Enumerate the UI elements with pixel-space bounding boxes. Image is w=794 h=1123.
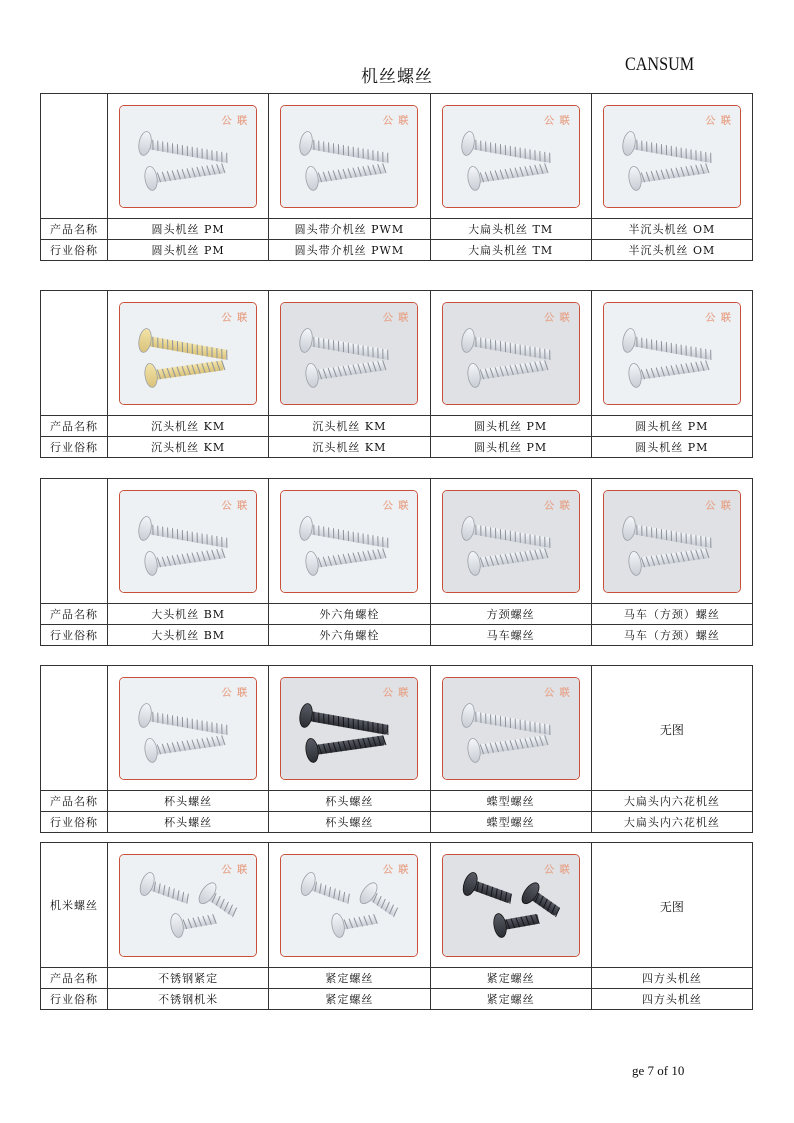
watermark-logo: 公 联	[705, 312, 732, 324]
page-title: 机丝螺丝	[361, 67, 433, 87]
product-name: 圆头机丝 PM	[430, 416, 591, 437]
product-name: 紧定螺丝	[269, 968, 430, 989]
product-name: 圆头机丝 PM	[591, 416, 752, 437]
industry-name: 不锈钢机米	[108, 989, 269, 1010]
product-name: 大头机丝 BM	[108, 604, 269, 625]
watermark-logo: 公 联	[221, 115, 249, 127]
industry-name-row	[41, 989, 753, 1010]
product-photo	[119, 490, 257, 593]
watermark-logo: 公 联	[544, 864, 571, 876]
product-image-cell	[430, 479, 591, 604]
product-photo	[603, 105, 741, 208]
watermark-logo: 公 联	[382, 312, 410, 324]
row-header: 行业俗称	[41, 437, 108, 458]
watermark-logo: 公 联	[544, 500, 571, 512]
watermark-logo: 公 联	[382, 864, 410, 876]
product-table	[40, 842, 753, 1010]
product-photo	[119, 677, 257, 780]
industry-name: 紧定螺丝	[269, 989, 430, 1010]
row-header: 行业俗称	[41, 625, 108, 646]
row-header: 行业俗称	[41, 812, 108, 833]
industry-name: 大头机丝 BM	[108, 625, 269, 646]
product-photo	[119, 105, 257, 208]
product-image-cell	[269, 94, 430, 219]
product-photo	[442, 302, 580, 405]
product-name: 四方头机丝	[591, 968, 752, 989]
page-number: ge 7 of 10	[632, 1063, 685, 1078]
product-name: 外六角螺栓	[269, 604, 430, 625]
product-image-cell	[269, 291, 430, 416]
row-header: 产品名称	[41, 791, 108, 812]
industry-name-row	[41, 625, 753, 646]
industry-name-row	[41, 240, 753, 261]
product-name: 马车（方颈）螺丝	[591, 604, 752, 625]
product-image-cell	[430, 94, 591, 219]
watermark-logo: 公 联	[544, 115, 571, 127]
product-image-cell	[108, 843, 269, 968]
industry-name: 紧定螺丝	[430, 989, 591, 1010]
product-photo	[603, 302, 741, 405]
watermark-logo: 公 联	[705, 500, 732, 512]
row-header: 行业俗称	[41, 989, 108, 1010]
product-photo	[280, 105, 418, 208]
product-photo	[280, 302, 418, 405]
row-header: 产品名称	[41, 968, 108, 989]
watermark-logo: 公 联	[544, 312, 571, 324]
product-name: 沉头机丝 KM	[108, 416, 269, 437]
product-name-row	[41, 416, 753, 437]
product-image-cell	[108, 666, 269, 791]
product-name: 杯头螺丝	[108, 791, 269, 812]
product-table	[40, 93, 753, 261]
product-photo	[442, 677, 580, 780]
industry-name: 外六角螺栓	[269, 625, 430, 646]
product-image-cell	[269, 666, 430, 791]
product-image-cell	[430, 291, 591, 416]
product-image-cell	[591, 94, 752, 219]
brand-name: CANSUM	[625, 54, 695, 75]
category-label	[41, 94, 108, 219]
product-name-row	[41, 604, 753, 625]
category-label	[41, 291, 108, 416]
product-photo	[119, 302, 257, 405]
product-name: 方颈螺丝	[430, 604, 591, 625]
watermark-logo: 公 联	[705, 115, 732, 127]
watermark-logo: 公 联	[382, 115, 410, 127]
product-name: 蝶型螺丝	[430, 791, 591, 812]
watermark-logo: 公 联	[382, 687, 410, 699]
product-image-cell	[591, 666, 752, 791]
industry-name: 杯头螺丝	[269, 812, 430, 833]
industry-name: 圆头机丝 PM	[591, 437, 752, 458]
industry-name: 马车螺丝	[430, 625, 591, 646]
product-image-cell	[591, 291, 752, 416]
watermark-logo: 公 联	[221, 864, 249, 876]
product-image-cell	[591, 479, 752, 604]
product-name: 沉头机丝 KM	[269, 416, 430, 437]
watermark-logo: 公 联	[221, 687, 249, 699]
product-image-cell	[108, 291, 269, 416]
product-table	[40, 478, 753, 646]
product-image-cell	[269, 479, 430, 604]
industry-name-row	[41, 812, 753, 833]
product-table	[40, 290, 753, 458]
watermark-logo: 公 联	[221, 312, 249, 324]
product-name-row	[41, 219, 753, 240]
watermark-logo: 公 联	[544, 687, 571, 699]
product-photo	[280, 677, 418, 780]
industry-name: 蝶型螺丝	[430, 812, 591, 833]
product-name: 不锈钢紧定	[108, 968, 269, 989]
product-name-row	[41, 968, 753, 989]
industry-name: 大扁头机丝 TM	[430, 240, 591, 261]
industry-name: 圆头机丝 PM	[108, 240, 269, 261]
product-table	[40, 665, 753, 833]
product-name: 大扁头内六花机丝	[591, 791, 752, 812]
product-name: 杯头螺丝	[269, 791, 430, 812]
industry-name: 马车（方颈）螺丝	[591, 625, 752, 646]
product-photo	[442, 854, 580, 957]
row-header: 产品名称	[41, 219, 108, 240]
row-header: 行业俗称	[41, 240, 108, 261]
product-image-cell	[108, 479, 269, 604]
industry-name: 大扁头内六花机丝	[591, 812, 752, 833]
industry-name: 圆头机丝 PM	[430, 437, 591, 458]
industry-name: 圆头带介机丝 PWM	[269, 240, 430, 261]
product-name: 半沉头机丝 OM	[591, 219, 752, 240]
product-image-cell	[430, 843, 591, 968]
product-photo	[280, 854, 418, 957]
industry-name: 沉头机丝 KM	[108, 437, 269, 458]
row-header: 产品名称	[41, 416, 108, 437]
product-image-cell	[430, 666, 591, 791]
product-name: 大扁头机丝 TM	[430, 219, 591, 240]
product-image-cell	[269, 843, 430, 968]
industry-name-row	[41, 437, 753, 458]
product-photo	[119, 854, 257, 957]
industry-name: 沉头机丝 KM	[269, 437, 430, 458]
product-name: 圆头机丝 PM	[108, 219, 269, 240]
product-photo	[442, 490, 580, 593]
category-label	[41, 479, 108, 604]
no-image-text: 无图	[659, 722, 684, 737]
product-name: 紧定螺丝	[430, 968, 591, 989]
product-photo	[603, 490, 741, 593]
product-name: 圆头带介机丝 PWM	[269, 219, 430, 240]
product-image-cell	[108, 94, 269, 219]
category-label	[41, 666, 108, 791]
product-photo	[280, 490, 418, 593]
category-label: 机米螺丝	[41, 843, 108, 968]
product-photo	[442, 105, 580, 208]
watermark-logo: 公 联	[382, 500, 410, 512]
industry-name: 四方头机丝	[591, 989, 752, 1010]
row-header: 产品名称	[41, 604, 108, 625]
product-image-cell	[591, 843, 752, 968]
product-name-row	[41, 791, 753, 812]
no-image-text: 无图	[659, 899, 684, 914]
watermark-logo: 公 联	[221, 500, 249, 512]
industry-name: 半沉头机丝 OM	[591, 240, 752, 261]
industry-name: 杯头螺丝	[108, 812, 269, 833]
